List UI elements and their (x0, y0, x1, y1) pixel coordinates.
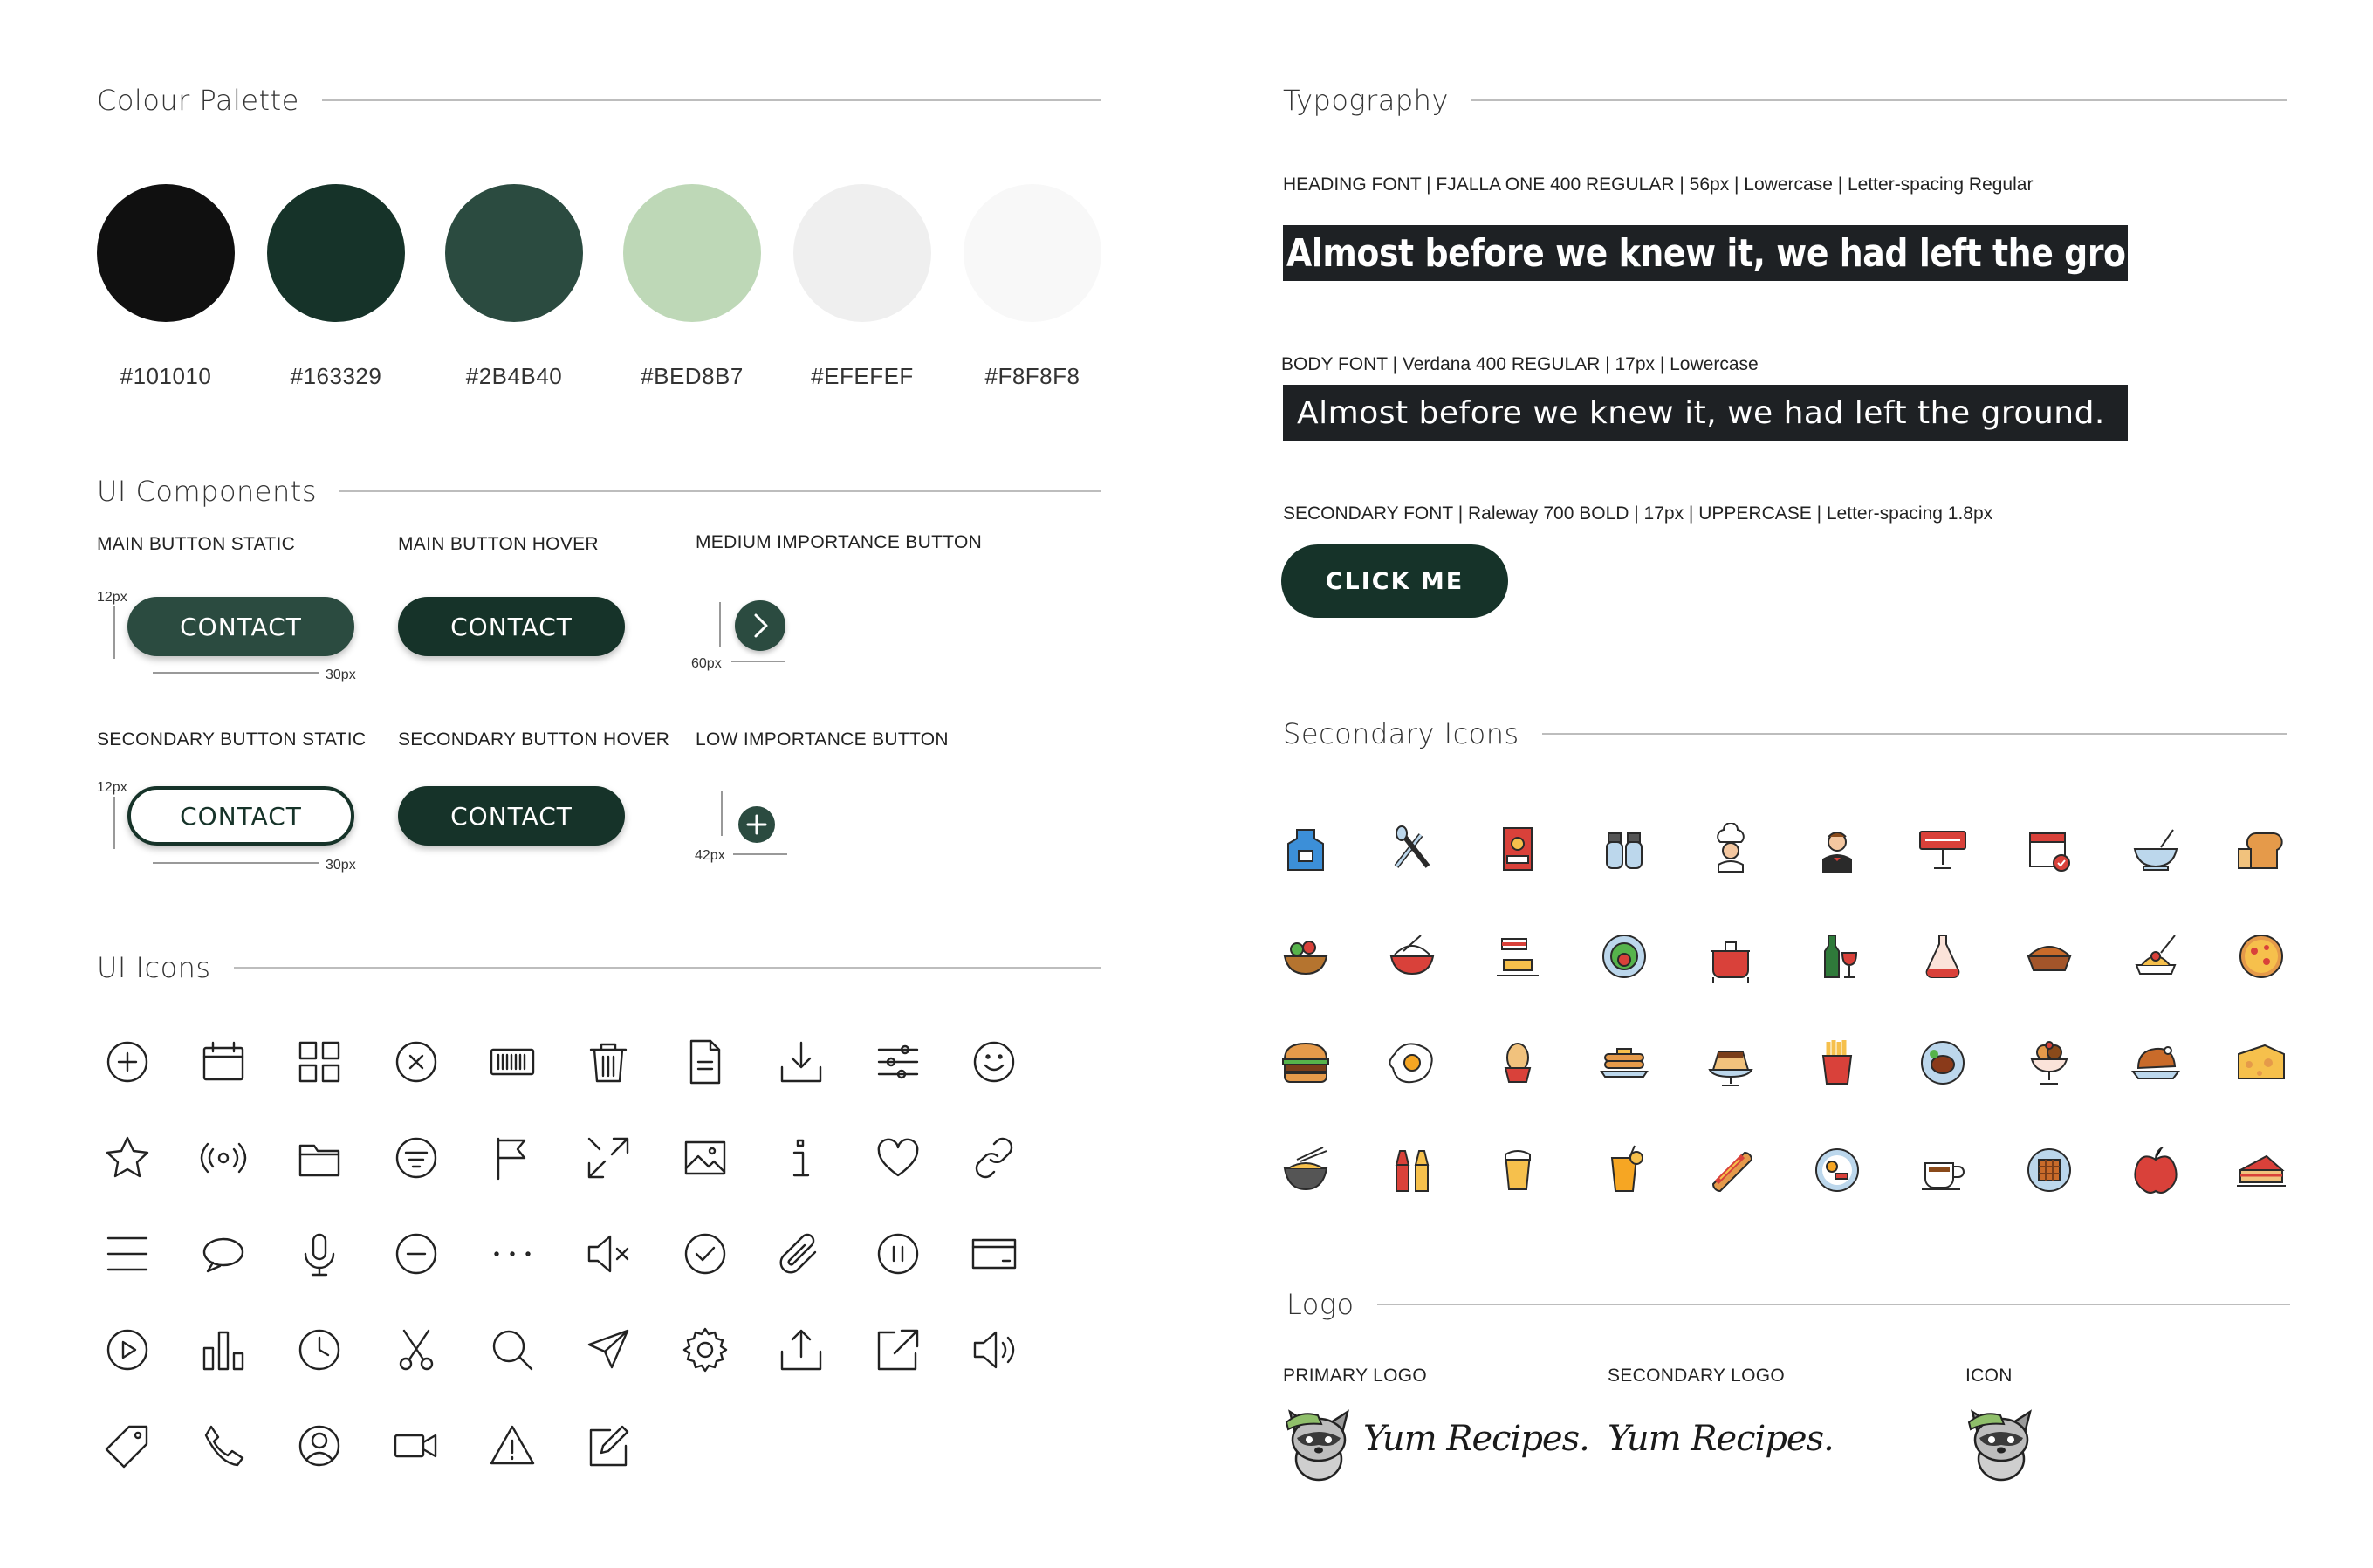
raccoon-logo-icon (1965, 1407, 2037, 1482)
body-font-sample: Almost before we knew it, we had left the ground. (1297, 394, 2105, 431)
dimension-line (113, 606, 115, 659)
card-icon[interactable] (970, 1229, 1018, 1278)
barcode-icon[interactable] (488, 1037, 537, 1086)
dimension-label: 30px (326, 858, 356, 873)
rice-bowl-icon (1386, 930, 1438, 983)
ui-icons-header (97, 951, 1101, 984)
fried-egg-icon (1386, 1037, 1438, 1089)
tag-icon[interactable] (103, 1421, 152, 1470)
dimension-line (153, 672, 319, 674)
body-font-sample-box (1283, 385, 2128, 441)
menu-icon[interactable] (103, 1229, 152, 1278)
medium-importance-label: MEDIUM IMPORTANCE BUTTON (696, 532, 983, 552)
hot-dog-icon (1704, 1144, 1757, 1196)
calendar-icon[interactable] (199, 1037, 248, 1086)
calendar-reservation-icon (2023, 823, 2075, 875)
pizza-icon (2235, 930, 2287, 983)
section-title: Logo (1286, 1288, 1355, 1321)
colour-palette-header (97, 84, 1101, 117)
section-title: Typography (1283, 84, 1449, 117)
star-icon[interactable] (103, 1133, 152, 1182)
trash-icon[interactable] (584, 1037, 633, 1086)
broadcast-icon[interactable] (199, 1133, 248, 1182)
colour-hex-label: #BED8B7 (641, 363, 744, 389)
coffee-cup-icon (1917, 1144, 1969, 1196)
beer-icon (1492, 1144, 1544, 1196)
divider (1542, 733, 2287, 735)
dimension-line (721, 791, 723, 836)
grid-icon[interactable] (295, 1037, 344, 1086)
body-font-spec: BODY FONT | Verdana 400 REGULAR | 17px | Lowercase (1281, 354, 1759, 374)
check-circle-icon[interactable] (681, 1229, 730, 1278)
colour-hex-label: #101010 (120, 363, 212, 389)
flag-icon[interactable] (488, 1133, 537, 1182)
video-icon[interactable] (392, 1421, 441, 1470)
colour-swatch (623, 184, 761, 322)
section-title: Colour Palette (97, 84, 299, 117)
primary-logo (1283, 1407, 1589, 1485)
document-icon[interactable] (681, 1037, 730, 1086)
download-icon[interactable] (777, 1037, 826, 1086)
oil-bottle-icon (1917, 930, 1969, 983)
colour-hex-label: #163329 (290, 363, 382, 389)
salad-bowl-icon (1279, 930, 1332, 983)
mute-icon[interactable] (584, 1229, 633, 1278)
low-importance-label: LOW IMPORTANCE BUTTON (696, 729, 949, 750)
play-icon[interactable] (103, 1325, 152, 1374)
pause-icon[interactable] (874, 1229, 922, 1278)
colour-hex-label: #F8F8F8 (984, 363, 1080, 389)
raccoon-mascot-icon (1283, 1407, 1355, 1482)
icon-logo-label: ICON (1965, 1366, 2013, 1386)
primary-logo-label: PRIMARY LOGO (1283, 1366, 1428, 1386)
microphone-icon[interactable] (295, 1229, 344, 1278)
typography-header (1283, 84, 2287, 117)
scissors-icon[interactable] (392, 1325, 441, 1374)
warning-icon[interactable] (488, 1421, 537, 1470)
search-icon[interactable] (488, 1325, 537, 1374)
divider (1471, 99, 2287, 101)
pancakes-icon (1598, 1037, 1650, 1089)
logo-wordmark: Yum Recipes. (1363, 1419, 1589, 1459)
expand-icon[interactable] (584, 1133, 633, 1182)
roast-chicken-icon (2130, 1037, 2182, 1089)
divider (339, 490, 1101, 492)
chevron-right-icon (735, 600, 785, 651)
plus-circle-icon[interactable] (103, 1037, 152, 1086)
heart-icon[interactable] (874, 1133, 922, 1182)
divider (322, 99, 1101, 101)
main-button-hover-label: MAIN BUTTON HOVER (398, 534, 599, 554)
steak-plate-icon (1917, 1037, 1969, 1089)
edit-icon[interactable] (584, 1421, 633, 1470)
cooking-pot-icon (1704, 930, 1757, 983)
ui-components-header (97, 475, 1101, 508)
sundae-icon (2023, 1037, 2075, 1089)
reserved-sign-icon (1917, 823, 1969, 875)
close-circle-icon[interactable] (392, 1037, 441, 1086)
clock-icon[interactable] (295, 1325, 344, 1374)
divider (1377, 1304, 2290, 1305)
colour-swatch (445, 184, 583, 322)
volume-icon[interactable] (970, 1325, 1018, 1374)
image-icon[interactable] (681, 1133, 730, 1182)
chat-icon[interactable] (199, 1229, 248, 1278)
pudding-icon (1704, 1037, 1757, 1089)
section-title: Secondary Icons (1283, 717, 1519, 750)
link-icon[interactable] (970, 1133, 1018, 1182)
colour-swatch (793, 184, 931, 322)
bar-chart-icon[interactable] (199, 1325, 248, 1374)
section-title: UI Icons (97, 951, 211, 984)
boiled-egg-icon (1492, 1037, 1544, 1089)
click-me-button[interactable]: CLICK ME (1281, 544, 1508, 618)
secondary-font-spec: SECONDARY FONT | Raleway 700 BOLD | 17px | UPPERCASE | Letter-spacing 1.8px (1283, 503, 1993, 524)
filter-circle-icon[interactable] (392, 1133, 441, 1182)
apron-icon (1279, 823, 1332, 875)
plus-icon (738, 806, 775, 843)
send-icon[interactable] (584, 1325, 633, 1374)
dimension-label: 30px (326, 668, 356, 682)
dimension-label: 60px (691, 656, 722, 671)
low-importance-button[interactable] (738, 806, 775, 843)
share-icon[interactable] (777, 1325, 826, 1374)
secondary-logo: Yum Recipes. (1608, 1419, 1834, 1459)
medium-importance-button[interactable] (735, 600, 785, 651)
dimension-line (733, 853, 787, 855)
sliders-icon[interactable] (874, 1037, 922, 1086)
menu-book-icon (1492, 823, 1544, 875)
dimension-line (113, 797, 115, 849)
secondary-logo-label: SECONDARY LOGO (1608, 1366, 1785, 1386)
section-title: UI Components (97, 475, 317, 508)
secondary-button-hover-label: SECONDARY BUTTON HOVER (398, 729, 670, 750)
dimension-line (731, 661, 785, 662)
colour-swatch (267, 184, 405, 322)
apple-icon (2130, 1144, 2182, 1196)
dimension-label: 12px (97, 780, 127, 795)
secondary-button-static-label: SECONDARY BUTTON STATIC (97, 729, 367, 750)
heading-font-sample-box (1283, 225, 2208, 281)
mixing-bowl-icon (2130, 823, 2182, 875)
condiments-icon (1386, 1144, 1438, 1196)
secondary-button-hover[interactable]: CONTACT (398, 786, 625, 846)
minus-circle-icon[interactable] (392, 1229, 441, 1278)
wine-icon (1811, 930, 1863, 983)
phone-icon[interactable] (199, 1421, 248, 1470)
fork-spoon-icon (1386, 823, 1438, 875)
dimension-line (719, 602, 721, 647)
salt-pepper-icon (1598, 823, 1650, 875)
paperclip-icon[interactable] (777, 1229, 826, 1278)
cheese-icon (2235, 1037, 2287, 1089)
secondary-button-static[interactable]: CONTACT (127, 786, 354, 846)
divider (234, 967, 1101, 969)
smile-icon[interactable] (970, 1037, 1018, 1086)
logo-header (1286, 1288, 2290, 1321)
main-button-static-label: MAIN BUTTON STATIC (97, 534, 296, 554)
heading-font-sample: Almost before we knew it, we had left the ground. (1286, 230, 2208, 276)
colour-swatch (97, 184, 235, 322)
ramen-icon (1279, 1144, 1332, 1196)
colour-hex-label: #2B4B40 (465, 363, 563, 389)
fries-icon (1811, 1037, 1863, 1089)
plate-icon (1598, 930, 1650, 983)
breakfast-plate-icon (1811, 1144, 1863, 1196)
colour-swatch (964, 184, 1101, 322)
folder-icon[interactable] (295, 1133, 344, 1182)
info-icon[interactable] (777, 1133, 826, 1182)
waffle-icon (2023, 1144, 2075, 1196)
more-icon[interactable] (488, 1229, 537, 1278)
pie-icon (2023, 930, 2075, 983)
gear-icon[interactable] (681, 1325, 730, 1374)
main-button-hover[interactable]: CONTACT (398, 597, 625, 656)
secondary-icons-header (1283, 717, 2287, 750)
spaghetti-icon (2130, 930, 2182, 983)
external-link-icon[interactable] (874, 1325, 922, 1374)
sushi-icon (1492, 930, 1544, 983)
burger-icon (1279, 1037, 1332, 1089)
main-button-static[interactable]: CONTACT (127, 597, 354, 656)
heading-font-spec: HEADING FONT | FJALLA ONE 400 REGULAR | 56px | Lowercase | Letter-spacing Regular (1283, 175, 2034, 195)
dimension-line (153, 862, 319, 864)
colour-hex-label: #EFEFEF (811, 363, 914, 389)
bread-icon (2235, 823, 2287, 875)
dimension-label: 42px (695, 848, 725, 863)
juice-icon (1598, 1144, 1650, 1196)
cake-slice-icon (2235, 1144, 2287, 1196)
waiter-icon (1811, 823, 1863, 875)
chef-icon (1704, 823, 1757, 875)
dimension-label: 12px (97, 590, 127, 605)
user-circle-icon[interactable] (295, 1421, 344, 1470)
